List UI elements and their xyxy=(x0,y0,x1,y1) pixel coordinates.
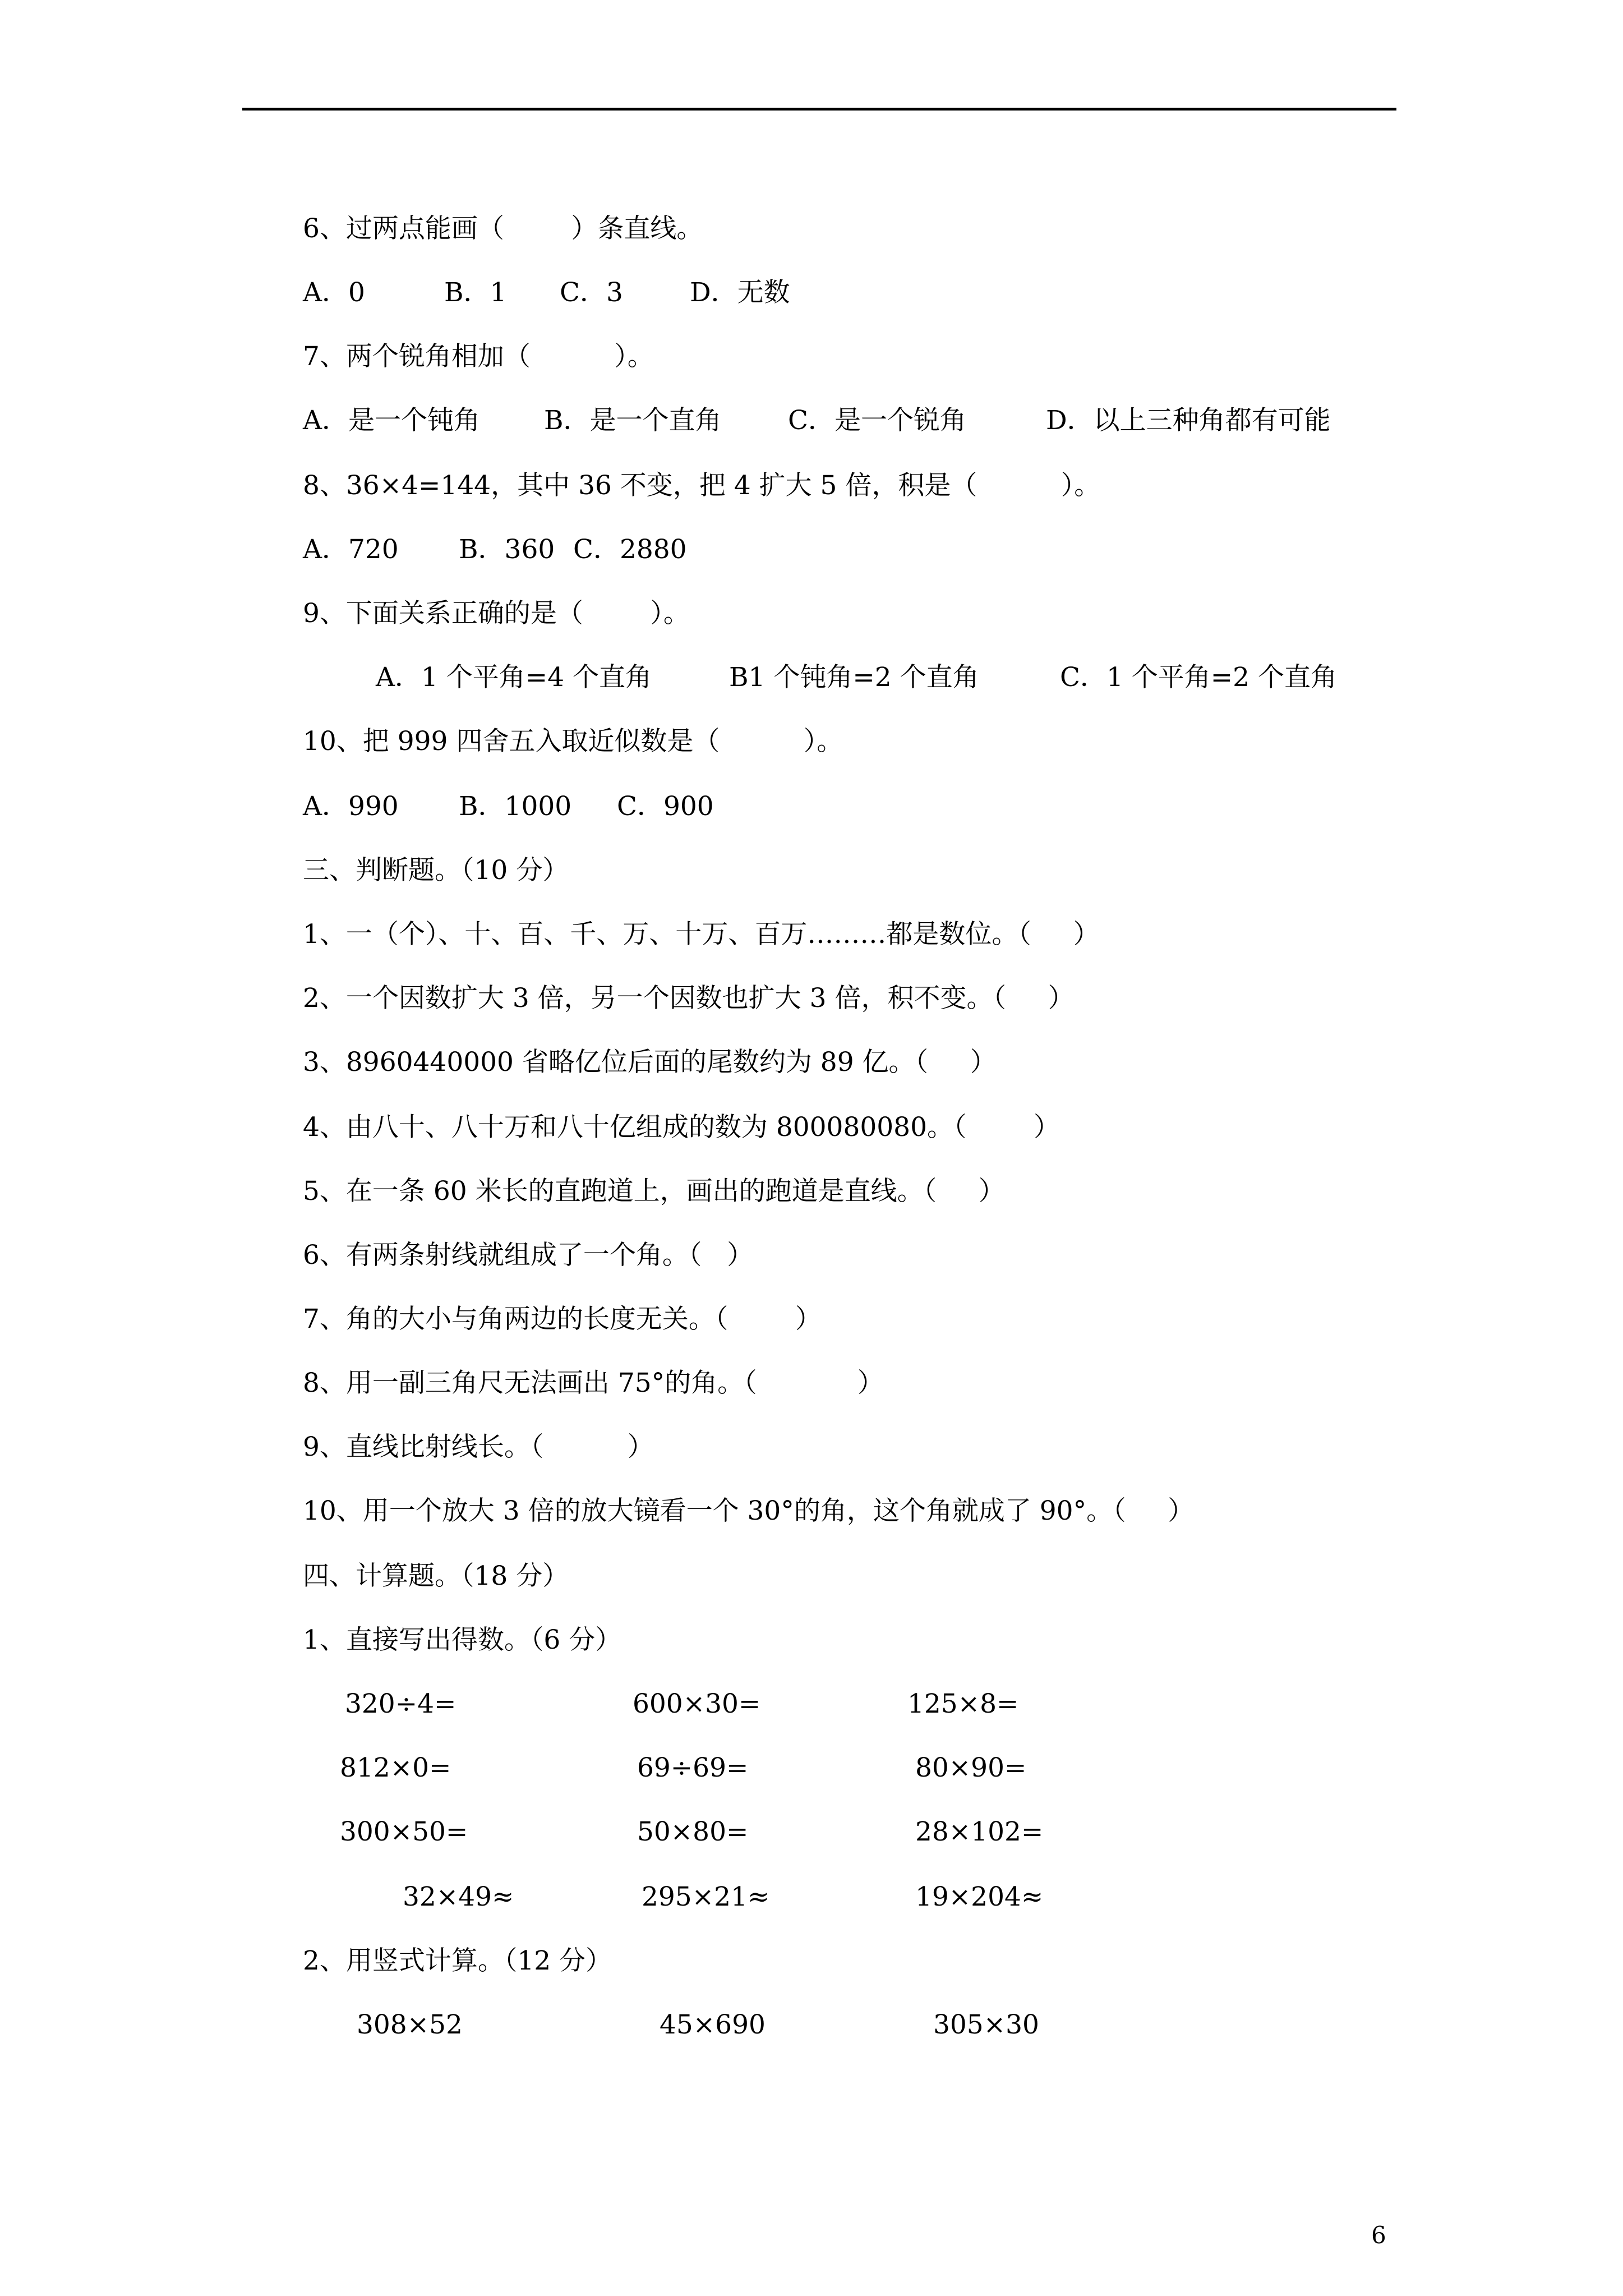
q8-option-a: A．720 xyxy=(303,534,399,565)
q10-option-b: B．1000 xyxy=(459,791,572,822)
q9-option-a: A．1 个平角=4 个直角 xyxy=(376,662,652,693)
q6-option-b: B．1 xyxy=(444,277,507,308)
q10-option-c: C．900 xyxy=(617,791,714,822)
judge-item-1: 1、一（个）、十、百、千、万、十万、百万………都是数位。（ ） xyxy=(303,919,1100,950)
direct-calc-cell: 50×80= xyxy=(637,1816,749,1847)
judge-item-8: 8、用一副三角尺无法画出 75°的角。（ ） xyxy=(303,1368,884,1398)
q8-option-b: B．360 xyxy=(459,534,555,565)
q6-option-c: C．3 xyxy=(560,277,623,308)
vertical-calc-item: 305×30 xyxy=(933,2009,1039,2040)
direct-calc-cell: 28×102= xyxy=(915,1816,1044,1847)
judge-item-6: 6、有两条射线就组成了一个角。（ ） xyxy=(303,1240,754,1271)
q7-option-b: B．是一个直角 xyxy=(544,405,722,436)
section-judge-title: 三、判断题。（10 分） xyxy=(303,855,569,886)
q9-option-b: B1 个钝角=2 个直角 xyxy=(729,662,979,693)
q7-option-d: D．以上三种角都有可能 xyxy=(1046,405,1331,436)
q8-stem: 8、36×4=144，其中 36 不变，把 4 扩大 5 倍，积是（ ）。 xyxy=(303,470,1101,501)
q7-option-a: A．是一个钝角 xyxy=(303,405,480,436)
direct-calc-cell: 32×49≈ xyxy=(403,1881,514,1912)
vertical-calc-title: 2、用竖式计算。（12 分） xyxy=(303,1945,612,1976)
q7-stem: 7、两个锐角相加（ ）。 xyxy=(303,341,654,372)
q9-stem: 9、下面关系正确的是（ ）。 xyxy=(303,598,690,629)
direct-calc-cell: 320÷4= xyxy=(345,1688,457,1719)
q10-stem: 10、把 999 四舍五入取近似数是（ ）。 xyxy=(303,726,843,757)
section-calc-title: 四、计算题。（18 分） xyxy=(303,1561,569,1591)
direct-calc-cell: 80×90= xyxy=(915,1752,1027,1783)
direct-calc-cell: 300×50= xyxy=(340,1816,468,1847)
direct-calc-cell: 19×204≈ xyxy=(915,1881,1044,1912)
judge-item-10: 10、用一个放大 3 倍的放大镜看一个 30°的角，这个角就成了 90°。（ ） xyxy=(303,1496,1195,1526)
direct-calc-cell: 295×21≈ xyxy=(642,1881,770,1912)
judge-item-3: 3、8960440000 省略亿位后面的尾数约为 89 亿。（ ） xyxy=(303,1047,997,1078)
q6-option-a: A．0 xyxy=(303,277,365,308)
direct-calc-title: 1、直接写出得数。（6 分） xyxy=(303,1625,622,1655)
judge-item-5: 5、在一条 60 米长的直跑道上，画出的跑道是直线。（ ） xyxy=(303,1176,1005,1207)
q9-option-c: C．1 个平角=2 个直角 xyxy=(1060,662,1338,693)
q7-option-c: C．是一个锐角 xyxy=(788,405,966,436)
q6-option-d: D．无数 xyxy=(690,277,790,308)
vertical-calc-item: 45×690 xyxy=(660,2009,766,2040)
direct-calc-cell: 125×8= xyxy=(907,1688,1019,1719)
direct-calc-cell: 600×30= xyxy=(633,1688,761,1719)
q6-stem: 6、过两点能画（ ）条直线。 xyxy=(303,213,703,244)
judge-item-2: 2、一个因数扩大 3 倍，另一个因数也扩大 3 倍，积不变。（ ） xyxy=(303,983,1075,1014)
q8-option-c: C．2880 xyxy=(573,534,687,565)
page-number: 6 xyxy=(1371,2221,1386,2249)
direct-calc-cell: 812×0= xyxy=(340,1752,451,1783)
vertical-calc-item: 308×52 xyxy=(357,2009,463,2040)
judge-item-7: 7、角的大小与角两边的长度无关。（ ） xyxy=(303,1304,822,1335)
judge-item-9: 9、直线比射线长。（ ） xyxy=(303,1432,654,1462)
judge-item-4: 4、由八十、八十万和八十亿组成的数为 800080080。（ ） xyxy=(303,1112,1060,1143)
direct-calc-cell: 69÷69= xyxy=(637,1752,749,1783)
q10-option-a: A．990 xyxy=(303,791,399,822)
header-rule xyxy=(242,108,1396,111)
